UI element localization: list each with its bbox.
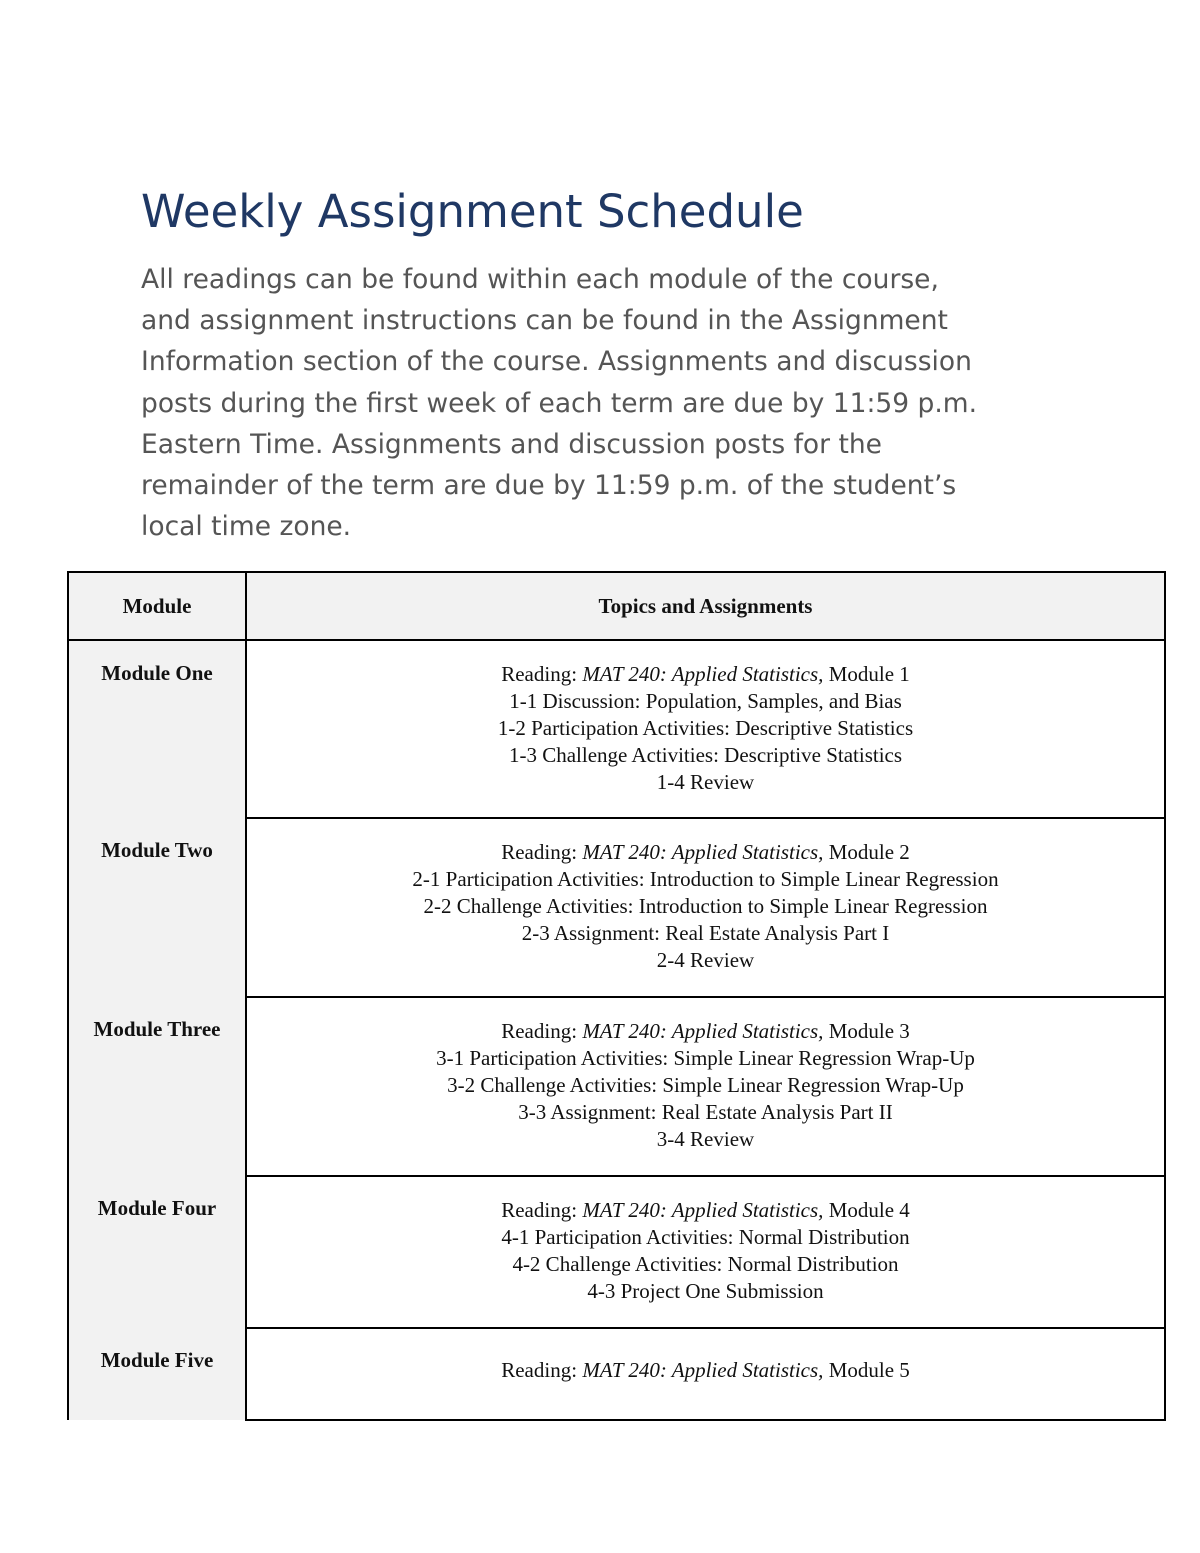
book-title: MAT 240: Applied Statistics, [582,1198,824,1222]
intro-paragraph [141,259,1071,547]
module-column-header: Module [68,572,246,640]
intro-line: remainder of the term are due by 11:59 p.m. of the student’s [141,470,957,502]
table-header-row [68,572,1165,640]
reading-line [247,1197,1164,1224]
reading-line [247,839,1164,866]
assignment-item: 4-1 Participation Activities: Normal Distribution [501,1225,910,1249]
table-row [68,997,1165,1176]
schedule-table [67,571,1166,1421]
table-row [68,1328,1165,1420]
intro-line: and assignment instructions can be found in the Assignment [141,305,948,337]
reading-module: Module 5 [823,1358,910,1382]
reading-line [247,1018,1164,1045]
intro-line: posts during the first week of each term are due by 11:59 p.m. [141,387,978,419]
assignment-item: 3-1 Participation Activities: Simple Linear Regression Wrap-Up [436,1046,975,1070]
topics-cell [246,640,1165,818]
module-name: Module Five [68,1328,246,1420]
topics-cell [246,1176,1165,1328]
reading-module: Module 1 [823,662,910,686]
assignment-item: 1-4 Review [656,770,755,794]
reading-module: Module 3 [823,1019,910,1043]
module-name: Module Four [68,1176,246,1328]
assignment-item: 3-4 Review [656,1127,755,1151]
reading-module: Module 2 [823,840,910,864]
table-row [68,1176,1165,1328]
topics-cell [246,997,1165,1176]
assignment-item: 1-1 Discussion: Population, Samples, and Bias [509,689,902,713]
reading-label: Reading: [501,1019,583,1043]
book-title: MAT 240: Applied Statistics, [582,1358,824,1382]
module-name: Module Three [68,997,246,1176]
intro-line: local time zone. [141,511,352,543]
book-title: MAT 240: Applied Statistics, [582,662,824,686]
reading-label: Reading: [501,840,583,864]
assignment-item: 1-3 Challenge Activities: Descriptive Statistics [508,743,903,767]
book-title: MAT 240: Applied Statistics, [582,1019,824,1043]
book-title: MAT 240: Applied Statistics, [582,840,824,864]
module-name: Module One [68,640,246,818]
reading-module: Module 4 [823,1198,910,1222]
assignment-item: 4-3 Project One Submission [587,1279,824,1303]
intro-line: Information section of the course. Assignments and discussion [141,346,972,378]
table-row [68,818,1165,997]
module-name: Module Two [68,818,246,997]
assignment-item: 2-1 Participation Activities: Introduction to Simple Linear Regression [412,867,999,891]
reading-label: Reading: [501,662,583,686]
assignment-item: 3-3 Assignment: Real Estate Analysis Part II [518,1100,893,1124]
intro-line: All readings can be found within each module of the course, [141,264,939,295]
reading-label: Reading: [501,1198,583,1222]
page-title: Weekly Assignment Schedule [141,185,804,238]
assignment-item: 2-4 Review [656,948,755,972]
topics-cell [246,1328,1165,1420]
reading-line [247,1357,1164,1384]
assignment-item: 4-2 Challenge Activities: Normal Distribution [512,1252,899,1276]
assignment-item: 2-2 Challenge Activities: Introduction to Simple Linear Regression [423,894,988,918]
topics-column-header: Topics and Assignments [246,572,1165,640]
assignment-item: 2-3 Assignment: Real Estate Analysis Part I [521,921,890,945]
table-row [68,640,1165,818]
reading-label: Reading: [501,1358,583,1382]
assignment-item: 1-2 Participation Activities: Descriptive Statistics [497,716,914,740]
topics-cell [246,818,1165,997]
intro-line: Eastern Time. Assignments and discussion posts for the [141,428,882,460]
reading-line [247,661,1164,688]
assignment-item: 3-2 Challenge Activities: Simple Linear Regression Wrap-Up [447,1073,964,1097]
